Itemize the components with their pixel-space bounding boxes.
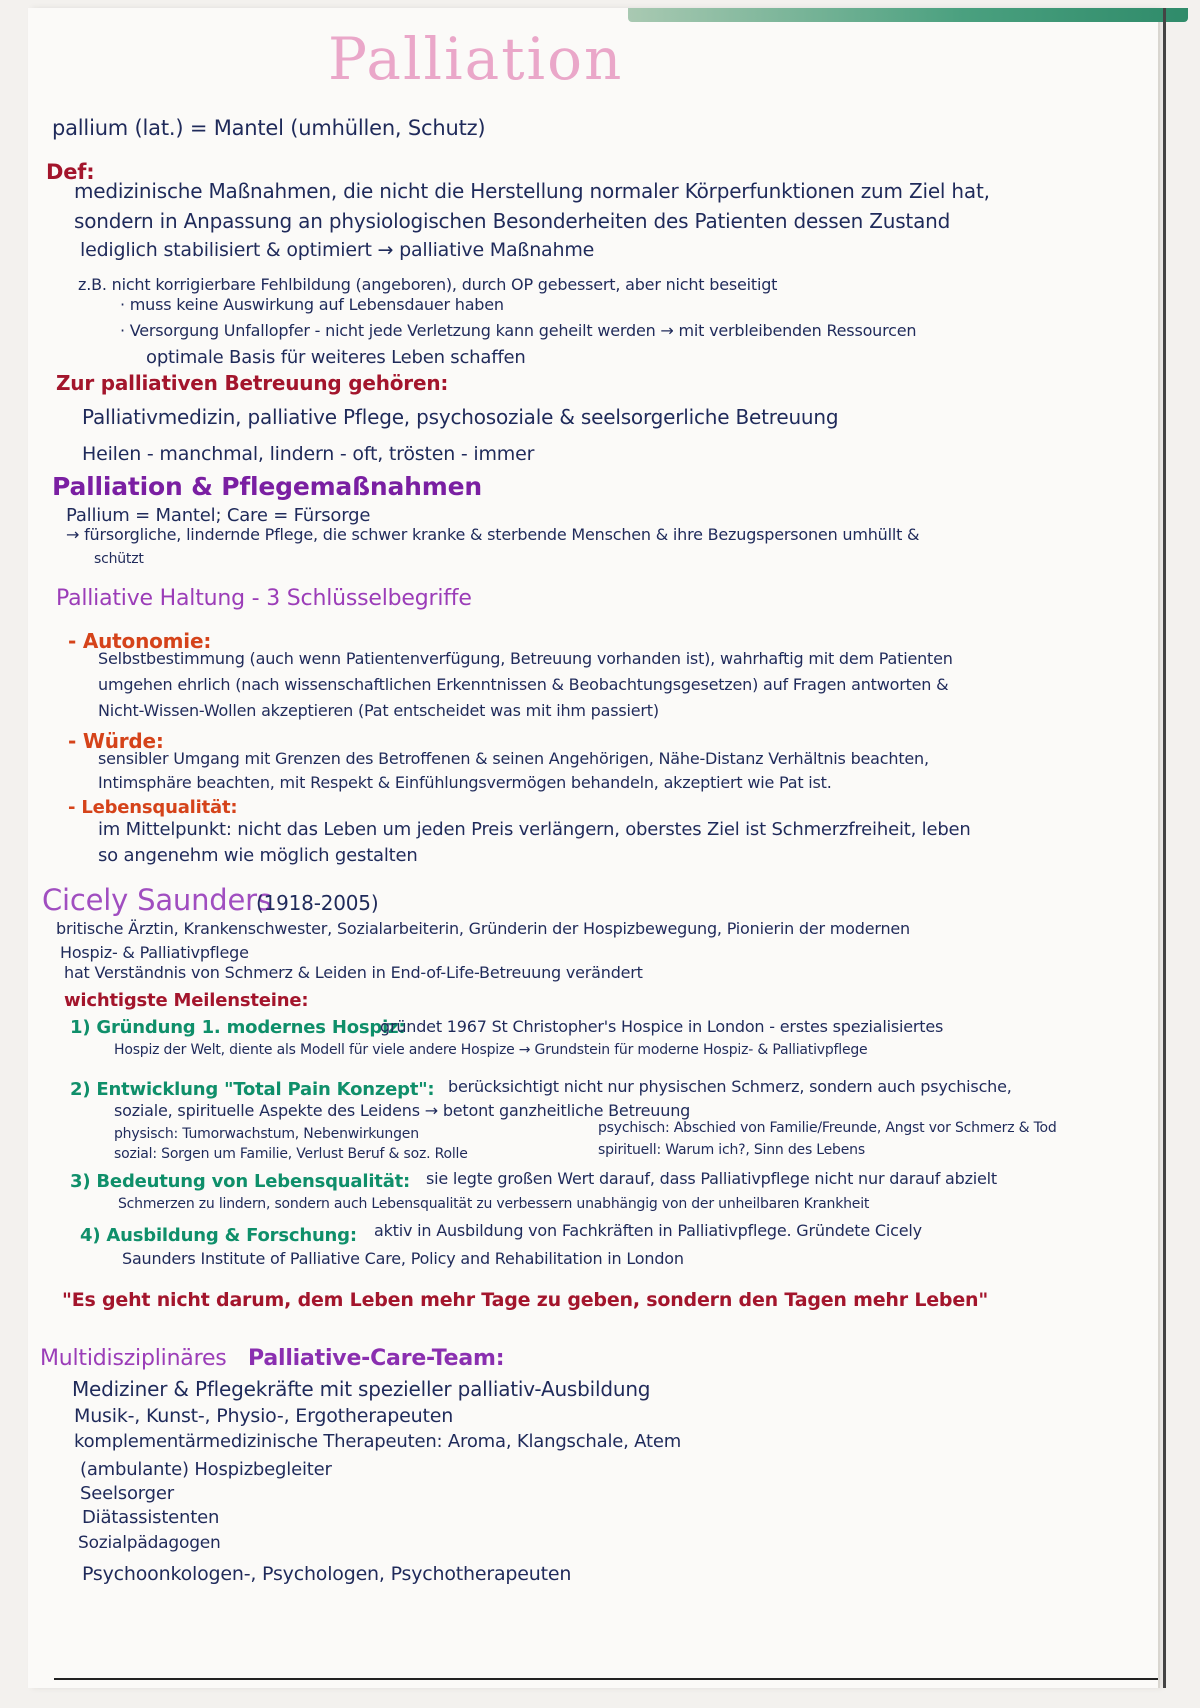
etymology-line: pallium (lat.) = Mantel (umhüllen, Schutz)	[52, 116, 486, 140]
milestones-heading: wichtigste Meilensteine:	[64, 990, 309, 1011]
notebook-page	[28, 8, 1158, 1688]
page-edge	[1163, 8, 1166, 1688]
definition-line: medizinische Maßnahmen, die nicht die Herstellung normaler Körperfunktionen zum Ziel hat,	[74, 179, 990, 203]
team-member: Musik-, Kunst-, Physio-, Ergotherapeuten	[74, 1405, 454, 1427]
milestone-line: gründet 1967 St Christopher's Hospice in London - erstes spezialisiertes	[380, 1017, 944, 1036]
keyword-line: im Mittelpunkt: nicht das Leben um jeden Preis verlängern, oberstes Ziel ist Schmerzfreiheit, leben	[98, 819, 971, 840]
milestone-line: soziale, spirituelle Aspekte des Leidens → betont ganzheitliche Betreuung	[114, 1101, 691, 1120]
example-line: · Versorgung Unfallopfer - nicht jede Verletzung kann geheilt werden → mit verbleibenden Ressourcen	[120, 321, 917, 340]
definition-line: sondern in Anpassung an physiologischen Besonderheiten des Patienten dessen Zustand	[74, 209, 951, 233]
milestone-line: sie legte großen Wert darauf, dass Palliativpflege nicht nur darauf abzielt	[426, 1169, 997, 1188]
care-line: Palliativmedizin, palliative Pflege, psychosoziale & seelsorgerliche Betreuung	[82, 405, 839, 429]
team-member: (ambulante) Hospizbegleiter	[80, 1459, 332, 1480]
team-member: Diätassistenten	[82, 1507, 220, 1528]
total-pain-psychisch: psychisch: Abschied von Familie/Freunde, Angst vor Schmerz & Tod	[598, 1120, 1057, 1136]
total-pain-physisch: physisch: Tumorwachstum, Nebenwirkungen	[114, 1126, 419, 1142]
total-pain-sozial: sozial: Sorgen um Familie, Verlust Beruf & soz. Rolle	[114, 1146, 468, 1162]
team-heading: Palliative-Care-Team:	[248, 1346, 505, 1371]
milestone-line: aktiv in Ausbildung von Fachkräften in Palliativpflege. Gründete Cicely	[374, 1221, 922, 1240]
team-member: Sozialpädagogen	[78, 1533, 221, 1553]
milestone-line: Schmerzen zu lindern, sondern auch Lebensqualität zu verbessern unabhängig von der unheilbaren Krankheit	[118, 1196, 870, 1212]
milestone-3-heading: 3) Bedeutung von Lebensqualität:	[70, 1171, 411, 1192]
keyword-wuerde: - Würde:	[68, 729, 164, 753]
section-line: schützt	[94, 551, 144, 567]
milestone-line: Saunders Institute of Palliative Care, Policy and Rehabilitation in London	[122, 1249, 684, 1268]
team-member: Mediziner & Pflegekräfte mit spezieller palliativ-Ausbildung	[72, 1377, 651, 1401]
notebook-tab-strip	[628, 8, 1188, 22]
keyword-autonomie: - Autonomie:	[68, 629, 212, 653]
milestone-2-heading: 2) Entwicklung "Total Pain Konzept":	[70, 1079, 435, 1100]
saunders-quote: "Es geht nicht darum, dem Leben mehr Tage zu geben, sondern den Tagen mehr Leben"	[62, 1289, 989, 1311]
team-heading-prefix: Multidisziplinäres	[40, 1346, 227, 1371]
example-line: z.B. nicht korrigierbare Fehlbildung (angeboren), durch OP gebessert, aber nicht beseitigt	[78, 275, 778, 294]
example-line: optimale Basis für weiteres Leben schaffen	[146, 347, 526, 368]
saunders-years: (1918-2005)	[256, 891, 379, 915]
keyword-line: umgehen ehrlich (nach wissenschaftlichen Erkenntnissen & Beobachtungsgesetzen) auf Fragen antworten &	[98, 675, 949, 694]
care-heading: Zur palliativen Betreuung gehören:	[56, 371, 449, 395]
page-bottom-line	[54, 1678, 1158, 1680]
team-member: Seelsorger	[80, 1483, 174, 1504]
total-pain-spirituell: spirituell: Warum ich?, Sinn des Lebens	[598, 1142, 865, 1158]
keyword-line: sensibler Umgang mit Grenzen des Betroffenen & seinen Angehörigen, Nähe-Distanz Verhältnis beachten,	[98, 749, 929, 768]
milestone-1-heading: 1) Gründung 1. modernes Hospiz:	[70, 1017, 406, 1038]
saunders-line: hat Verständnis von Schmerz & Leiden in End-of-Life-Betreuung verändert	[64, 963, 643, 982]
section-heading-cicely-saunders: Cicely Saunders	[42, 883, 272, 917]
saunders-line: britische Ärztin, Krankenschwester, Sozialarbeiterin, Gründerin der Hospizbewegung, Pionierin der modernen	[56, 919, 910, 938]
keyword-line: Nicht-Wissen-Wollen akzeptieren (Pat entscheidet was mit ihm passiert)	[98, 701, 659, 720]
section-heading-palliation-pflege: Palliation & Pflegemaßnahmen	[52, 472, 482, 501]
definition-heading: Def:	[46, 160, 95, 184]
section-line: → fürsorgliche, lindernde Pflege, die schwer kranke & sterbende Menschen & ihre Bezugspersonen umhüllt &	[66, 525, 920, 544]
definition-line: lediglich stabilisiert & optimiert → palliative Maßnahme	[80, 239, 595, 261]
keyword-line: Intimsphäre beachten, mit Respekt & Einfühlungsvermögen behandeln, akzeptiert wie Pat ist.	[98, 773, 832, 792]
milestone-line: berücksichtigt nicht nur physischen Schmerz, sondern auch psychische,	[448, 1077, 1012, 1096]
keyword-line: Selbstbestimmung (auch wenn Patientenverfügung, Betreuung vorhanden ist), wahrhaftig mit dem Patienten	[98, 649, 953, 668]
section-heading-palliative-haltung: Palliative Haltung - 3 Schlüsselbegriffe	[56, 586, 472, 611]
saunders-line: Hospiz- & Palliativpflege	[60, 943, 249, 962]
team-member: komplementärmedizinische Therapeuten: Aroma, Klangschale, Atem	[74, 1431, 682, 1452]
keyword-line: so angenehm wie möglich gestalten	[98, 845, 418, 866]
milestone-4-heading: 4) Ausbildung & Forschung:	[80, 1225, 357, 1246]
example-line: · muss keine Auswirkung auf Lebensdauer haben	[120, 295, 504, 314]
section-line: Pallium = Mantel; Care = Fürsorge	[66, 505, 371, 526]
milestone-line: Hospiz der Welt, diente als Modell für viele andere Hospize → Grundstein für moderne Hospiz- & Palliativpflege	[114, 1042, 868, 1058]
team-member: Psychoonkologen-, Psychologen, Psychotherapeuten	[82, 1563, 572, 1585]
care-motto: Heilen - manchmal, lindern - oft, trösten - immer	[82, 443, 535, 465]
page-title: Palliation	[328, 25, 624, 93]
keyword-lebensqualitaet: - Lebensqualität:	[68, 797, 238, 818]
